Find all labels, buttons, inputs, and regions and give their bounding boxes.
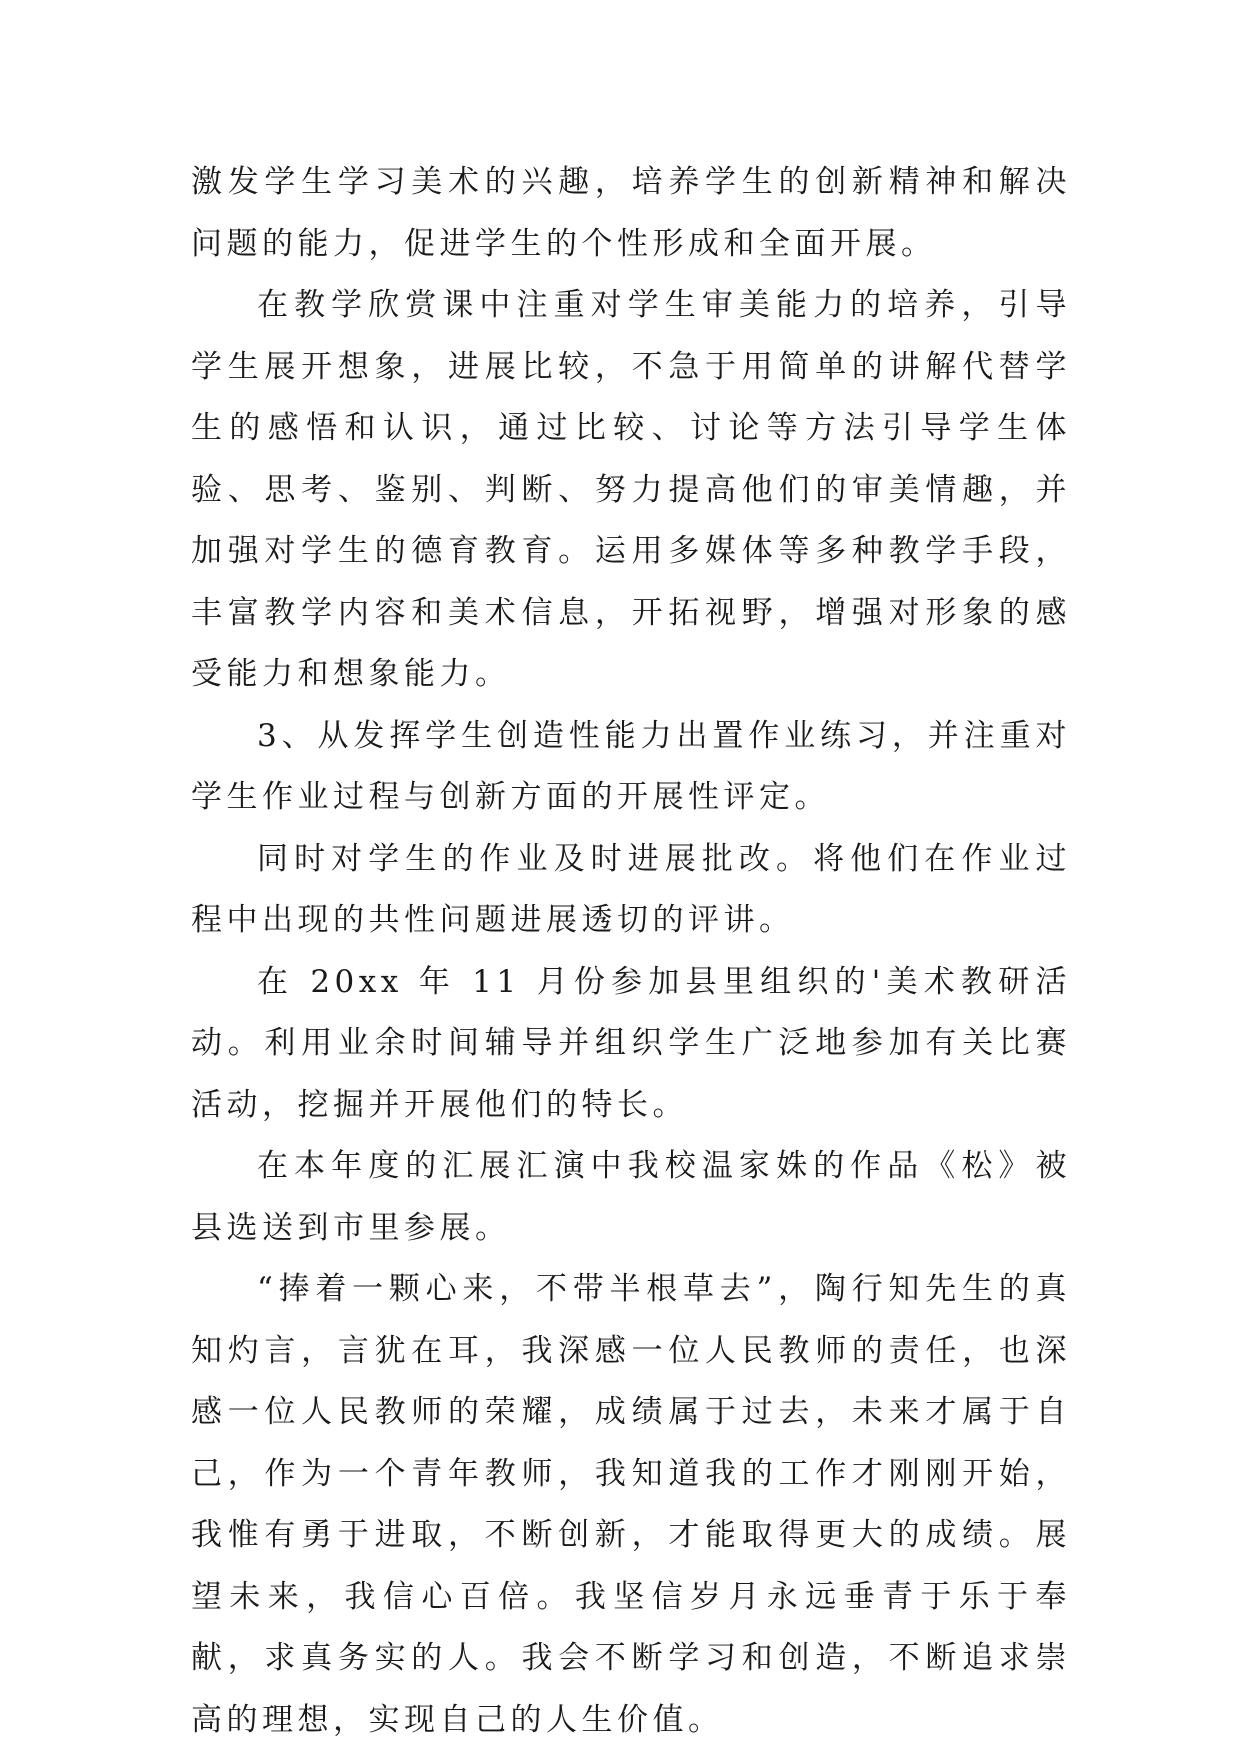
paragraph: 3、从发挥学生创造性能力出置作业练习，并注重对学生作业过程与创新方面的开展性评定。 bbox=[191, 717, 1071, 815]
document-body bbox=[191, 152, 1071, 1751]
paragraph: 同时对学生的作业及时进展批改。将他们在作业过程中出现的共性问题进展透切的评讲。 bbox=[191, 840, 1071, 938]
paragraph: 在本年度的汇展汇演中我校温家姝的作品《松》被县选送到市里参展。 bbox=[191, 1148, 1071, 1246]
paragraph: 在教学欣赏课中注重对学生审美能力的培养，引导学生展开想象，进展比较，不急于用简单的讲解代替学生的感悟和认识，通过比较、讨论等方法引导学生体验、思考、鉴别、判断、努力提高他们的审美情趣，并加强对学生的德育教育。运用多媒体等多种教学手段，丰富教学内容和美术信息，开拓视野，增强对形象的感受能力和想象能力。 bbox=[191, 287, 1071, 692]
paragraph: 在 20xx 年 11 月份参加县里组织的'美术教研活动。利用业余时间辅导并组织学生广泛地参加有关比赛活动，挖掘并开展他们的特长。 bbox=[191, 963, 1071, 1123]
paragraph: 激发学生学习美术的兴趣，培养学生的创新精神和解决问题的能力，促进学生的个性形成和全面开展。 bbox=[191, 164, 1071, 262]
paragraph: “捧着一颗心来，不带半根草去”，陶行知先生的真知灼言，言犹在耳，我深感一位人民教师的责任，也深感一位人民教师的荣耀，成绩属于过去，未来才属于自己，作为一个青年教师，我知道我的工作才刚刚开始，我惟有勇于进取，不断创新，才能取得更大的成绩。展望未来，我信心百倍。我坚信岁月永远垂青于乐于奉献，求真务实的人。我会不断学习和创造，不断追求崇高的理想，实现自己的人生价值。 bbox=[191, 1271, 1071, 1738]
